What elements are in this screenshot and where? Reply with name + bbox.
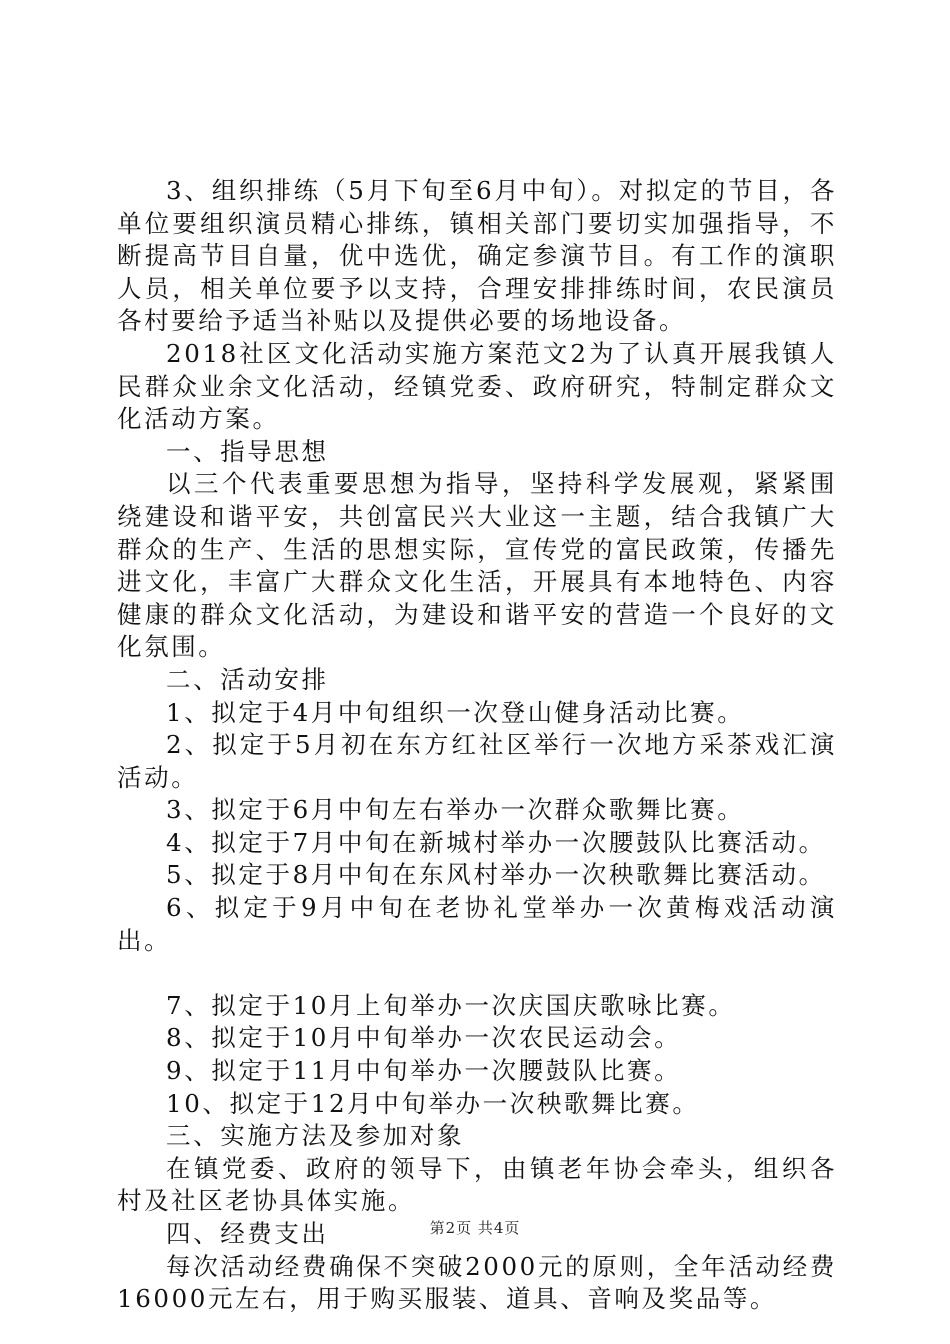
page-number-footer: 第2页 共4页	[429, 1219, 521, 1237]
list-item: 4、拟定于7月中旬在新城村举办一次腰鼓队比赛活动。	[166, 827, 826, 857]
blank-line	[117, 957, 837, 990]
heading-activity-schedule: 二、活动安排	[166, 664, 329, 694]
paragraph-intro: 2018社区文化活动实施方案范文2为了认真开展我镇人民群众业余文化活动，经镇党委、政府研究，特制定群众文化活动方案。	[117, 338, 837, 434]
paragraph-implementation: 在镇党委、政府的领导下，由镇老年协会牵头，组织各村及社区老协具体实施。	[117, 1153, 837, 1216]
list-item: 8、拟定于10月中旬举办一次农民运动会。	[166, 1023, 682, 1053]
heading-implementation: 三、实施方法及参加对象	[166, 1121, 465, 1151]
list-item: 10、拟定于12月中旬举办一次秧歌舞比赛。	[166, 1088, 700, 1118]
list-item: 9、拟定于11月中旬举办一次腰鼓队比赛。	[166, 1056, 682, 1086]
list-item: 6、拟定于9月中旬在老协礼堂举办一次黄梅戏活动演出。	[117, 893, 837, 955]
list-item: 3、拟定于6月中旬左右举办一次群众歌舞比赛。	[166, 795, 745, 825]
list-item: 5、拟定于8月中旬在东风村举办一次秧歌舞比赛活动。	[166, 860, 826, 890]
paragraph-rehearsal: 3、组织排练（5月下旬至6月中旬）。对拟定的节目，各单位要组织演员精心排练，镇相关部门要切实加强指导，不断提高节目自量，优中选优，确定参演节目。有工作的演职人员，相关单位要予以支持，合理安排排练时间，农民演员各村要给予适当补贴以及提供必要的场地设备。	[117, 176, 837, 336]
list-item: 7、拟定于10月上旬举办一次庆国庆歌咏比赛。	[166, 990, 736, 1020]
list-item: 1、拟定于4月中旬组织一次登山健身活动比赛。	[166, 697, 745, 727]
heading-expenses: 四、经费支出	[166, 1219, 329, 1248]
list-item: 2、拟定于5月初在东方红社区举行一次地方采茶戏汇演活动。	[117, 730, 837, 792]
paragraph-expenses: 每次活动经费确保不突破2000元的原则，全年活动经费16000元左右，用于购买服装、道具、音响及奖品等。	[117, 1251, 837, 1314]
paragraph-guiding-thought: 以三个代表重要思想为指导，坚持科学发展观，紧紧围绕建设和谐平安，共创富民兴大业这一主题，结合我镇广大群众的生产、生活的思想实际，宣传党的富民政策，传播先进文化，丰富广大群众文化生活，开展具有本地特色、内容健康的群众文化活动，为建设和谐平安的营造一个良好的文化氛围。	[117, 469, 837, 662]
document-body	[117, 175, 837, 1316]
heading-guiding-thought: 一、指导思想	[166, 436, 329, 466]
